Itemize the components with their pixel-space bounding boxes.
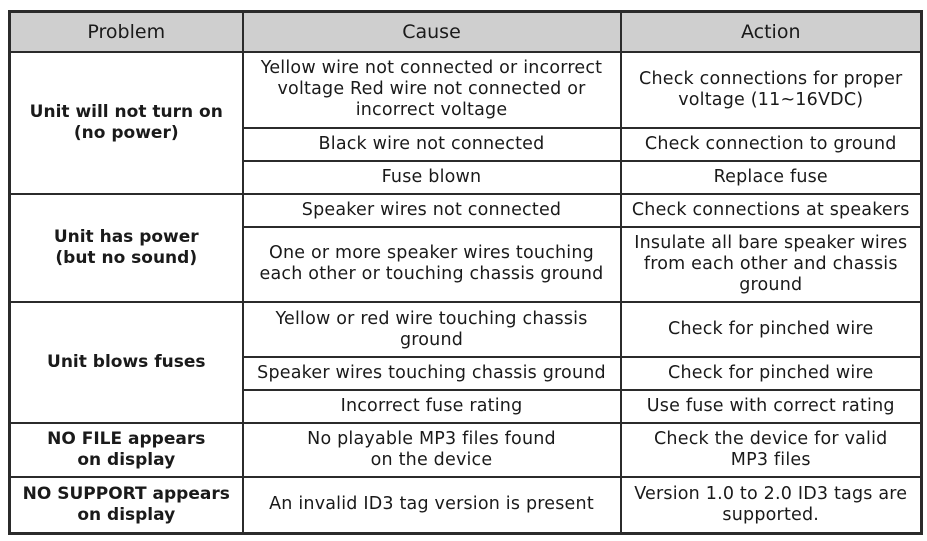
- cause-cell: No playable MP3 files found on the device: [243, 423, 621, 477]
- cause-cell: Speaker wires touching chassis ground: [243, 357, 621, 390]
- header-action: Action: [621, 12, 922, 53]
- problem-cell: Unit has power (but no sound): [10, 194, 243, 303]
- action-cell: Replace fuse: [621, 161, 922, 194]
- troubleshooting-table: [8, 10, 923, 535]
- action-cell: Check for pinched wire: [621, 302, 922, 356]
- table-row: [10, 194, 922, 227]
- cause-cell: Yellow or red wire touching chassis ground: [243, 302, 621, 356]
- action-cell: Check for pinched wire: [621, 357, 922, 390]
- cause-cell: An invalid ID3 tag version is present: [243, 477, 621, 534]
- problem-cell: NO FILE appears on display: [10, 423, 243, 477]
- action-cell: Insulate all bare speaker wires from each other and chassis ground: [621, 227, 922, 303]
- table-row: [10, 477, 922, 534]
- table-row: [10, 302, 922, 356]
- problem-cell: NO SUPPORT appears on display: [10, 477, 243, 534]
- action-cell: Check connection to ground: [621, 128, 922, 161]
- table-row: [10, 423, 922, 477]
- header-cause: Cause: [243, 12, 621, 53]
- action-cell: Check connections at speakers: [621, 194, 922, 227]
- cause-cell: Incorrect fuse rating: [243, 390, 621, 423]
- header-problem: Problem: [10, 12, 243, 53]
- table-row: [10, 52, 922, 128]
- cause-cell: Yellow wire not connected or incorrect voltage Red wire not connected or incorrect voltage: [243, 52, 621, 128]
- cause-cell: Speaker wires not connected: [243, 194, 621, 227]
- problem-cell: Unit will not turn on (no power): [10, 52, 243, 194]
- header-row: [10, 12, 922, 53]
- cause-cell: Black wire not connected: [243, 128, 621, 161]
- action-cell: Use fuse with correct rating: [621, 390, 922, 423]
- action-cell: Version 1.0 to 2.0 ID3 tags are supported.: [621, 477, 922, 534]
- cause-cell: Fuse blown: [243, 161, 621, 194]
- action-cell: Check the device for valid MP3 files: [621, 423, 922, 477]
- problem-cell: Unit blows fuses: [10, 302, 243, 422]
- action-cell: Check connections for proper voltage (11~16VDC): [621, 52, 922, 128]
- cause-cell: One or more speaker wires touching each other or touching chassis ground: [243, 227, 621, 303]
